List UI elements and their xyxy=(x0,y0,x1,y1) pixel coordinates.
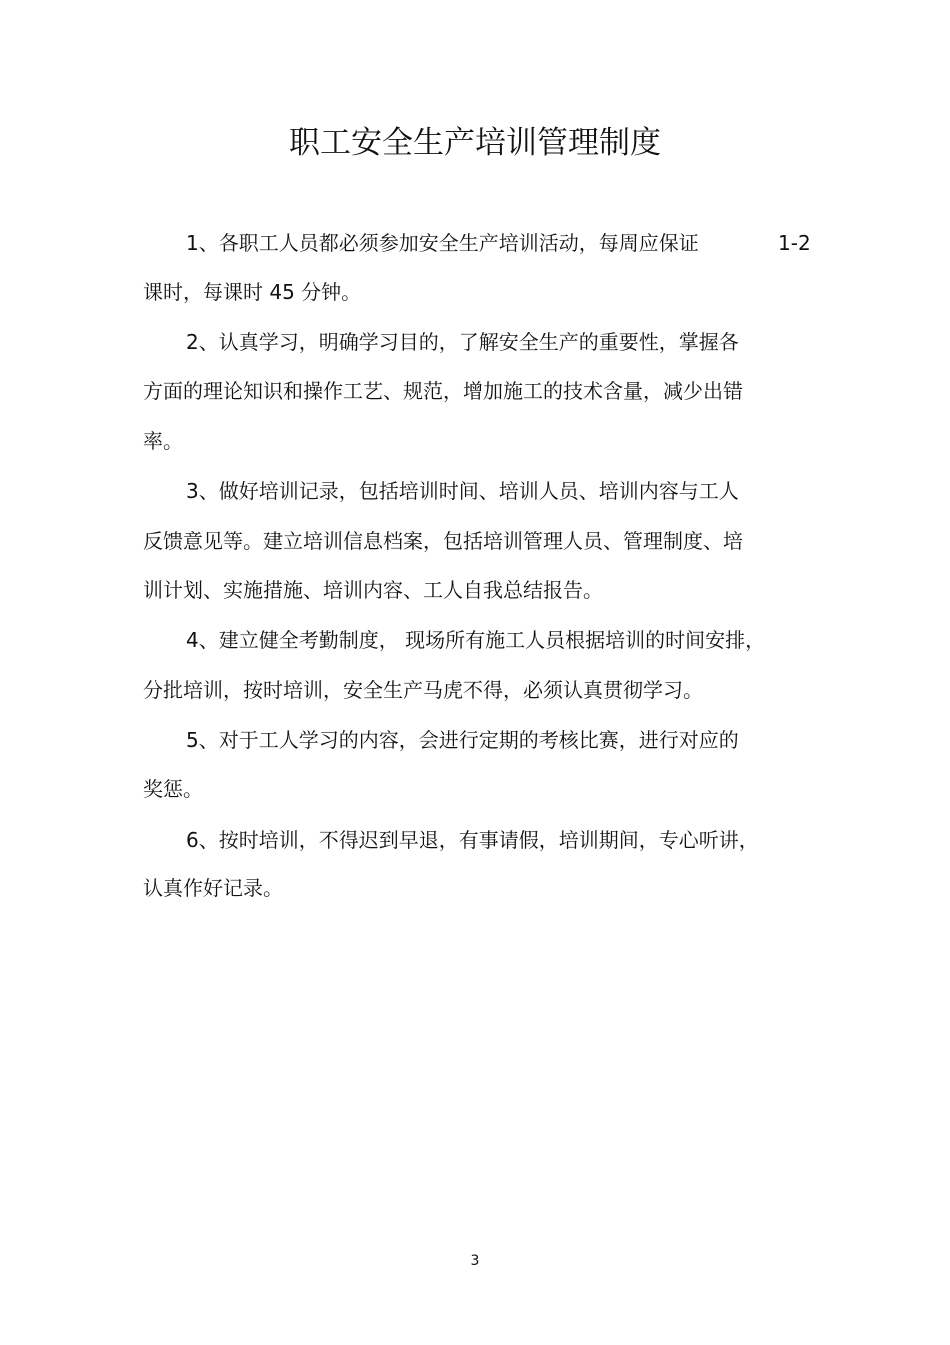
page-number: 3 xyxy=(470,1253,480,1269)
item-2-line-1: 2、认真学习，明确学习目的，了解安全生产的重要性，掌握各 xyxy=(186,330,739,354)
item-1-line-1: 1、各职工人员都必须参加安全生产培训活动，每周应保证 xyxy=(186,231,699,255)
item-3-line-3: 训计划、实施措施、培训内容、工人自我总结报告。 xyxy=(143,578,603,602)
item-2-line-3: 率。 xyxy=(143,429,183,453)
item-1-hours-value: 1-2 xyxy=(778,231,811,255)
item-1-line-2: 课时，每课时 45 分钟。 xyxy=(143,280,362,304)
item-4-line-1: 4、建立健全考勤制度， 现场所有施工人员根据培训的时间安排， xyxy=(186,628,766,652)
item-6-line-1: 6、按时培训，不得迟到早退，有事请假，培训期间，专心听讲， xyxy=(186,828,759,852)
item-6-line-2: 认真作好记录。 xyxy=(143,876,283,900)
item-3-line-2: 反馈意见等。建立培训信息档案，包括培训管理人员、管理制度、培 xyxy=(143,529,743,553)
document-title: 职工安全生产培训管理制度 xyxy=(289,125,661,161)
item-5-line-2: 奖惩。 xyxy=(143,777,203,801)
item-4-line-2: 分批培训，按时培训，安全生产马虎不得，必须认真贯彻学习。 xyxy=(143,678,703,702)
item-3-line-1: 3、做好培训记录，包括培训时间、培训人员、培训内容与工人 xyxy=(186,479,739,503)
item-2-line-2: 方面的理论知识和操作工艺、规范，增加施工的技术含量，减少出错 xyxy=(143,379,743,403)
item-5-line-1: 5、对于工人学习的内容，会进行定期的考核比赛，进行对应的 xyxy=(186,728,739,752)
